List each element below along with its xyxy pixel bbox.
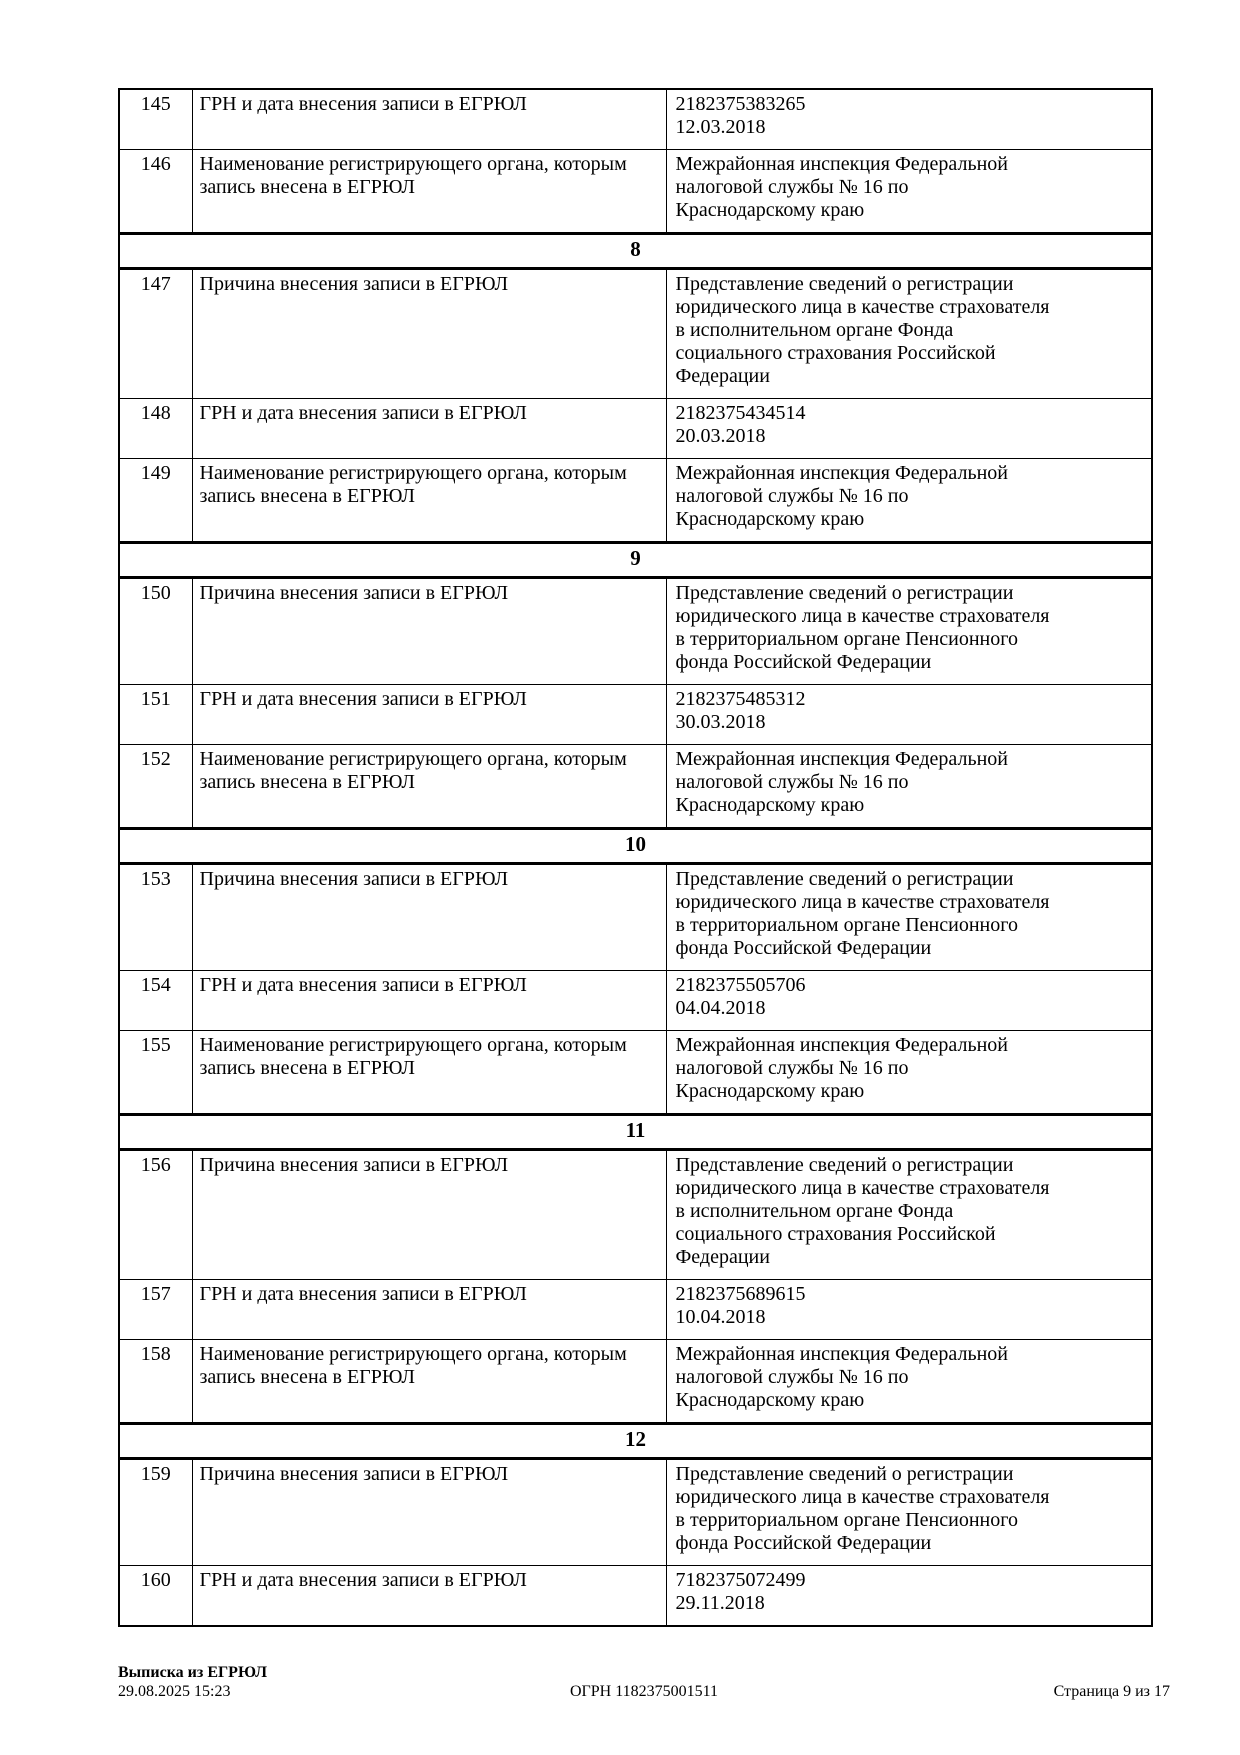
record-row bbox=[119, 745, 1152, 829]
record-label: ГРН и дата внесения записи в ЕГРЮЛ bbox=[192, 399, 666, 459]
record-value bbox=[666, 1340, 1152, 1424]
page-footer bbox=[118, 1657, 1170, 1703]
value-line: 2182375689615 bbox=[675, 1283, 806, 1305]
value-line: Представление сведений о регистрации bbox=[675, 1463, 1014, 1485]
value-line: 7182375072499 bbox=[675, 1569, 806, 1591]
record-value bbox=[666, 1280, 1152, 1340]
record-value bbox=[666, 1566, 1152, 1627]
section-number: 10 bbox=[119, 829, 1152, 864]
record-value bbox=[666, 269, 1152, 399]
section-number: 8 bbox=[119, 234, 1152, 269]
record-row bbox=[119, 1459, 1152, 1566]
value-line: 29.11.2018 bbox=[675, 1592, 765, 1614]
record-value bbox=[666, 745, 1152, 829]
record-row bbox=[119, 971, 1152, 1031]
value-line: 2182375434514 bbox=[675, 402, 806, 424]
record-value bbox=[666, 578, 1152, 685]
record-label: Причина внесения записи в ЕГРЮЛ bbox=[192, 269, 666, 399]
record-label: Наименование регистрирующего органа, которым запись внесена в ЕГРЮЛ bbox=[192, 1340, 666, 1424]
value-line: фонда Российской Федерации bbox=[675, 1532, 932, 1554]
value-line: 10.04.2018 bbox=[675, 1306, 766, 1328]
registry-table bbox=[118, 88, 1153, 1627]
record-number: 151 bbox=[119, 685, 192, 745]
record-row bbox=[119, 685, 1152, 745]
value-line: Межрайонная инспекция Федеральной bbox=[675, 748, 1008, 770]
section-number-row bbox=[119, 1115, 1152, 1150]
record-label: ГРН и дата внесения записи в ЕГРЮЛ bbox=[192, 685, 666, 745]
record-value bbox=[666, 399, 1152, 459]
value-line: 2182375485312 bbox=[675, 688, 806, 710]
record-label: Причина внесения записи в ЕГРЮЛ bbox=[192, 1459, 666, 1566]
value-line: Представление сведений о регистрации bbox=[675, 273, 1014, 295]
value-line: юридического лица в качестве страхователя bbox=[675, 1177, 1050, 1199]
value-line: социального страхования Российской bbox=[675, 342, 996, 364]
record-number: 147 bbox=[119, 269, 192, 399]
value-line: в территориальном органе Пенсионного bbox=[675, 628, 1018, 650]
record-label: ГРН и дата внесения записи в ЕГРЮЛ bbox=[192, 1566, 666, 1627]
record-label: Причина внесения записи в ЕГРЮЛ bbox=[192, 864, 666, 971]
record-row bbox=[119, 459, 1152, 543]
section-number: 11 bbox=[119, 1115, 1152, 1150]
record-value bbox=[666, 685, 1152, 745]
footer-ogrn: ОГРН 1182375001511 bbox=[569, 1683, 719, 1700]
value-line: юридического лица в качестве страхователя bbox=[675, 1486, 1050, 1508]
section-number-row bbox=[119, 829, 1152, 864]
record-value bbox=[666, 1150, 1152, 1280]
record-row bbox=[119, 399, 1152, 459]
value-line: Краснодарскому краю bbox=[675, 794, 865, 816]
record-value bbox=[666, 864, 1152, 971]
value-line: налоговой службы № 16 по bbox=[675, 485, 909, 507]
record-label: ГРН и дата внесения записи в ЕГРЮЛ bbox=[192, 89, 666, 150]
value-line: налоговой службы № 16 по bbox=[675, 176, 909, 198]
value-line: налоговой службы № 16 по bbox=[675, 1366, 909, 1388]
footer-doc-title: Выписка из ЕГРЮЛ bbox=[118, 1664, 268, 1681]
footer-page-indicator: Страница 9 из 17 bbox=[1053, 1683, 1170, 1700]
value-line: налоговой службы № 16 по bbox=[675, 771, 909, 793]
record-label: Причина внесения записи в ЕГРЮЛ bbox=[192, 578, 666, 685]
record-number: 159 bbox=[119, 1459, 192, 1566]
footer-left-block bbox=[118, 1663, 267, 1701]
value-line: Межрайонная инспекция Федеральной bbox=[675, 1343, 1008, 1365]
record-value bbox=[666, 150, 1152, 234]
record-row bbox=[119, 1566, 1152, 1627]
value-line: в исполнительном органе Фонда bbox=[675, 1200, 954, 1222]
record-number: 146 bbox=[119, 150, 192, 234]
record-value bbox=[666, 971, 1152, 1031]
record-row bbox=[119, 1340, 1152, 1424]
record-row bbox=[119, 1031, 1152, 1115]
record-number: 158 bbox=[119, 1340, 192, 1424]
record-number: 157 bbox=[119, 1280, 192, 1340]
record-number: 160 bbox=[119, 1566, 192, 1627]
value-line: Межрайонная инспекция Федеральной bbox=[675, 153, 1008, 175]
value-line: в территориальном органе Пенсионного bbox=[675, 1509, 1018, 1531]
value-line: Межрайонная инспекция Федеральной bbox=[675, 1034, 1008, 1056]
record-number: 150 bbox=[119, 578, 192, 685]
record-label: Наименование регистрирующего органа, которым запись внесена в ЕГРЮЛ bbox=[192, 459, 666, 543]
section-number: 9 bbox=[119, 543, 1152, 578]
record-row bbox=[119, 1280, 1152, 1340]
record-number: 148 bbox=[119, 399, 192, 459]
record-row bbox=[119, 578, 1152, 685]
value-line: Представление сведений о регистрации bbox=[675, 582, 1014, 604]
value-line: в территориальном органе Пенсионного bbox=[675, 914, 1018, 936]
record-row bbox=[119, 864, 1152, 971]
value-line: Представление сведений о регистрации bbox=[675, 868, 1014, 890]
value-line: Представление сведений о регистрации bbox=[675, 1154, 1014, 1176]
value-line: Краснодарскому краю bbox=[675, 199, 865, 221]
value-line: социального страхования Российской bbox=[675, 1223, 996, 1245]
section-number-row bbox=[119, 543, 1152, 578]
section-number-row bbox=[119, 234, 1152, 269]
value-line: 2182375383265 bbox=[675, 93, 806, 115]
value-line: Федерации bbox=[675, 365, 770, 387]
record-number: 154 bbox=[119, 971, 192, 1031]
value-line: 20.03.2018 bbox=[675, 425, 766, 447]
value-line: Краснодарскому краю bbox=[675, 1389, 865, 1411]
value-line: юридического лица в качестве страхователя bbox=[675, 891, 1050, 913]
value-line: 2182375505706 bbox=[675, 974, 806, 996]
registry-table-container bbox=[118, 88, 1153, 1627]
record-label: ГРН и дата внесения записи в ЕГРЮЛ bbox=[192, 971, 666, 1031]
record-value bbox=[666, 459, 1152, 543]
value-line: фонда Российской Федерации bbox=[675, 937, 932, 959]
value-line: фонда Российской Федерации bbox=[675, 651, 932, 673]
section-number: 12 bbox=[119, 1424, 1152, 1459]
record-row bbox=[119, 89, 1152, 150]
record-row bbox=[119, 1150, 1152, 1280]
value-line: юридического лица в качестве страхователя bbox=[675, 605, 1050, 627]
record-label: Наименование регистрирующего органа, которым запись внесена в ЕГРЮЛ bbox=[192, 745, 666, 829]
section-number-row bbox=[119, 1424, 1152, 1459]
record-value bbox=[666, 89, 1152, 150]
record-value bbox=[666, 1459, 1152, 1566]
record-value bbox=[666, 1031, 1152, 1115]
record-number: 145 bbox=[119, 89, 192, 150]
record-number: 155 bbox=[119, 1031, 192, 1115]
record-number: 153 bbox=[119, 864, 192, 971]
record-label: Наименование регистрирующего органа, которым запись внесена в ЕГРЮЛ bbox=[192, 1031, 666, 1115]
record-row bbox=[119, 269, 1152, 399]
record-number: 156 bbox=[119, 1150, 192, 1280]
footer-timestamp: 29.08.2025 15:23 bbox=[118, 1683, 231, 1700]
record-number: 152 bbox=[119, 745, 192, 829]
record-row bbox=[119, 150, 1152, 234]
value-line: Краснодарскому краю bbox=[675, 508, 865, 530]
record-label: Причина внесения записи в ЕГРЮЛ bbox=[192, 1150, 666, 1280]
value-line: 12.03.2018 bbox=[675, 116, 766, 138]
record-label: Наименование регистрирующего органа, которым запись внесена в ЕГРЮЛ bbox=[192, 150, 666, 234]
value-line: Межрайонная инспекция Федеральной bbox=[675, 462, 1008, 484]
value-line: налоговой службы № 16 по bbox=[675, 1057, 909, 1079]
value-line: 04.04.2018 bbox=[675, 997, 766, 1019]
record-number: 149 bbox=[119, 459, 192, 543]
value-line: 30.03.2018 bbox=[675, 711, 766, 733]
value-line: Краснодарскому краю bbox=[675, 1080, 865, 1102]
record-label: ГРН и дата внесения записи в ЕГРЮЛ bbox=[192, 1280, 666, 1340]
value-line: юридического лица в качестве страхователя bbox=[675, 296, 1050, 318]
value-line: в исполнительном органе Фонда bbox=[675, 319, 954, 341]
value-line: Федерации bbox=[675, 1246, 770, 1268]
